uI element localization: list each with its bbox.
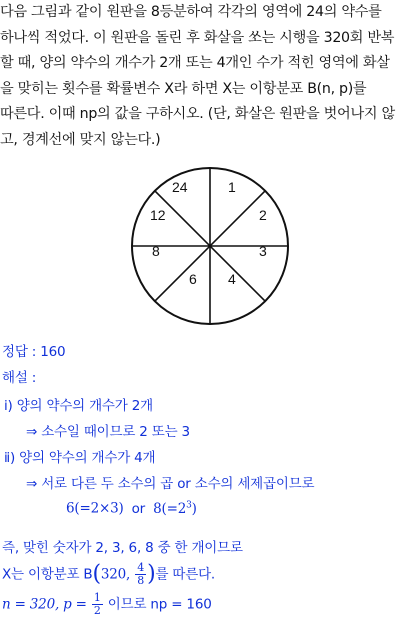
example-or: or <box>131 500 146 517</box>
sector-label-3: 3 <box>259 243 267 259</box>
example-six: 6(=2×3) <box>66 500 124 517</box>
sector-label-24: 24 <box>172 179 188 195</box>
problem-line-3: 할 때, 양의 약수의 개수가 2개 또는 4개인 수가 적힌 영역에 화살 <box>0 55 390 72</box>
sector-label-2: 2 <box>259 207 267 223</box>
example-eight: $8(=2^3)$ <box>153 500 197 517</box>
explanation-title: 해설 : <box>2 370 37 386</box>
problem-line-6: 고, 경계선에 맞지 않는다.) <box>0 131 161 148</box>
final-result-line: n = 320, p = $\frac{1}{2}$ 이므로 np = 160 <box>2 591 212 617</box>
case-2-title: ⅱ) 양의 약수의 개수가 4개 <box>4 450 156 466</box>
summary-line: 즉, 맞힌 숫자가 2, 3, 6, 8 중 한 개이므로 <box>2 540 243 556</box>
case-2-detail: ⇒ 서로 다른 두 소수의 곱 or 소수의 세제곱이므로 <box>26 476 315 492</box>
case-2-examples <box>66 500 197 517</box>
answer-line: 정답 : 160 <box>2 344 66 360</box>
case-1-title: ⅰ) 양의 약수의 개수가 2개 <box>4 398 153 414</box>
fraction-one-half: $\frac{1}{2}$ <box>93 591 101 617</box>
case-1-detail: ⇒ 소수일 때이므로 2 또는 3 <box>26 424 190 440</box>
distribution-line: X는 이항분포 B(320, $\frac{4}{8}$ )를 따른다. <box>2 561 215 587</box>
fraction-four-eighths: $\frac{4}{8}$ <box>137 561 145 587</box>
sector-label-1: 1 <box>228 179 236 195</box>
problem-line-2: 하나씩 적었다. 이 원판을 돌린 후 화살을 쏘는 시행을 320회 반복 <box>0 29 395 46</box>
sector-label-12: 12 <box>150 207 166 223</box>
sector-label-8: 8 <box>152 243 160 259</box>
problem-line-4: 을 맞히는 횟수를 확률변수 X라 하면 X는 이항분포 B(n, p)를 <box>0 80 367 97</box>
problem-line-1: 다음 그림과 같이 원판을 8등분하여 각각의 영역에 24의 약수를 <box>0 4 382 20</box>
sector-label-6: 6 <box>189 271 197 287</box>
problem-line-5: 따른다. 이때 np의 값을 구하시오. (단, 화살은 원판을 벗어나지 않 <box>0 106 395 123</box>
sector-label-4: 4 <box>228 271 236 287</box>
